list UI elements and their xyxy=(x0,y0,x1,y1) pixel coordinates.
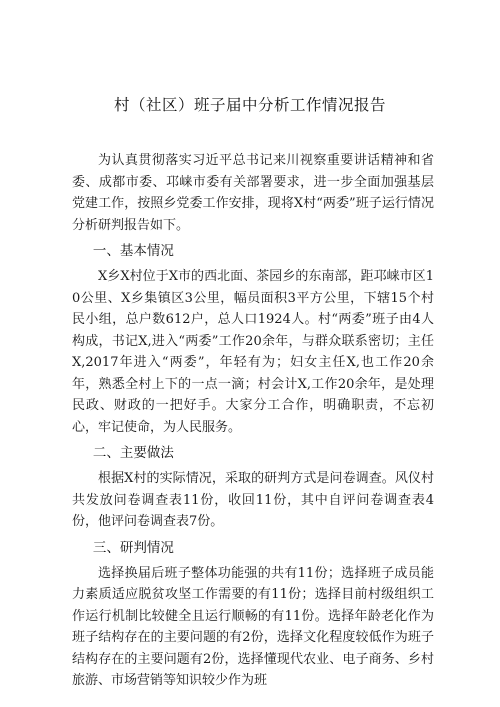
document-body xyxy=(72,150,434,692)
document-title: 村（社区）班子届中分析工作情况报告 xyxy=(113,96,386,114)
section-body-assessment: 选择换届后班子整体功能强的共有11份；选择班子成员能力素质适应脱贫攻坚工作需要的有11份；选择目前村级组织工作运行机制比较健全且运行顺畅的有11份。选择年龄老化作为班子结构存在的主要问题的有2份，选择文化程度较低作为班子结构存在的主要问题有2份，选择懂现代农业、电子商务、乡村旅游、市场营销等知识较少作为班 xyxy=(72,565,434,688)
intro-paragraph: 为认真贯彻落实习近平总书记来川视察重要讲话精神和省委、成都市委、邛崃市委有关部署要求，进一步全面加强基层党建工作，按照乡党委工作安排，现将X村“两委”班子运行情况分析研判报告如下。 xyxy=(72,153,434,233)
section-heading-main-practices: 二、主要做法 xyxy=(92,445,174,461)
section-heading-assessment: 三、研判情况 xyxy=(92,539,174,556)
section-body-basic-info: X乡X村位于X市的西北面、茶园乡的东南部，距邛崃市区10公里、X乡集镇区3公里，幅员面积3平方公里，下辖15个村民小组，总户数612户，总人口1924人。村“两委”班子由4人构成，书记X,进入“两委”工作20余年，与群众联系密切；主任X,2017年进入“两委”，年轻有为；妇女主任X,也工作20余年，熟悉全村上下的一点一滴；村会计X,工作20余年，是处理民政、财政的一把好手。大家分工合作，明确职责，不忘初心，牢记使命，为人民服务。 xyxy=(72,269,434,435)
section-heading-basic-info: 一、基本情况 xyxy=(92,243,174,259)
section-body-main-practices: 根据X村的实际情况，采取的研判方式是问卷调查。风仪村共发放问卷调查表11份，收回11份，其中自评问卷调查表4份，他评问卷调查表7份。 xyxy=(72,471,434,529)
